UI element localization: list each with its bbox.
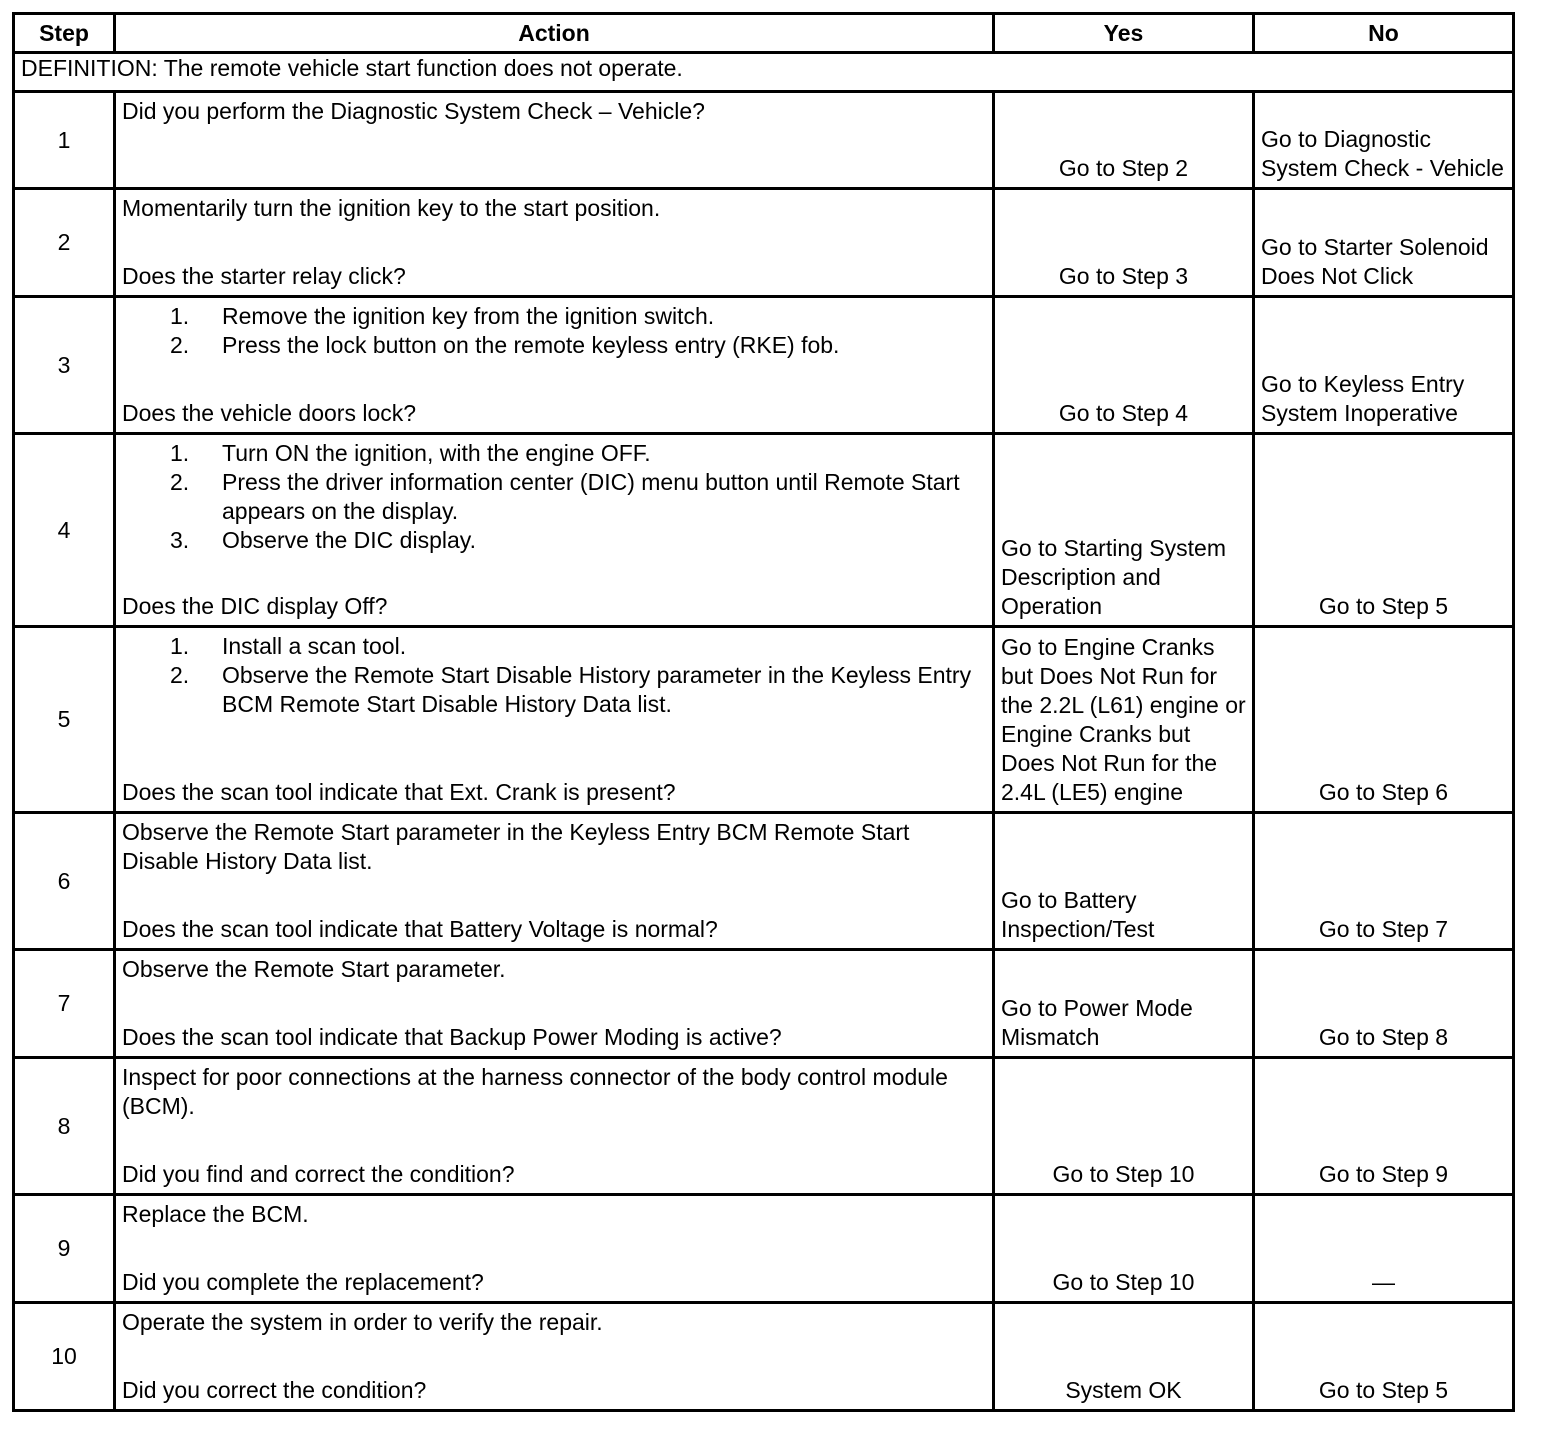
table-row	[14, 1195, 1514, 1303]
action-instruction: Observe the Remote Start parameter.	[122, 956, 506, 982]
action-cell	[115, 627, 994, 813]
substep-text: Press the lock button on the remote keyless entry (RKE) fob.	[222, 332, 840, 358]
substep-item	[122, 302, 986, 331]
substep-text: Remove the ignition key from the ignition switch.	[222, 303, 715, 329]
action-cell	[115, 1058, 994, 1195]
action-question: Did you complete the replacement?	[122, 1269, 484, 1295]
table-row	[14, 1058, 1514, 1195]
substep-item	[122, 661, 986, 719]
no-result: Go to Diagnostic System Check - Vehicle	[1254, 92, 1514, 189]
diagnostic-table	[12, 12, 1515, 1412]
action-cell	[115, 1195, 994, 1303]
no-result: —	[1254, 1195, 1514, 1303]
yes-result: Go to Power Mode Mismatch	[994, 950, 1254, 1058]
substep-item	[122, 439, 986, 468]
definition-row	[14, 53, 1514, 92]
substep-item	[122, 526, 986, 555]
substep-number: 2.	[170, 332, 190, 358]
substep-number: 1.	[170, 440, 190, 466]
action-cell	[115, 813, 994, 950]
header-action: Action	[115, 14, 994, 53]
header-no: No	[1254, 14, 1514, 53]
substep-number: 2.	[170, 469, 190, 495]
step-number: 2	[14, 189, 115, 297]
substep-list	[122, 632, 986, 719]
action-instruction: Replace the BCM.	[122, 1201, 309, 1227]
substep-list	[122, 439, 986, 555]
yes-result: Go to Step 10	[994, 1195, 1254, 1303]
action-instruction: Inspect for poor connections at the harness connector of the body control module (BCM).	[122, 1064, 948, 1119]
step-number: 6	[14, 813, 115, 950]
action-instruction: Momentarily turn the ignition key to the start position.	[122, 195, 661, 221]
no-result: Go to Step 9	[1254, 1058, 1514, 1195]
no-result: Go to Starter Solenoid Does Not Click	[1254, 189, 1514, 297]
action-question: Does the scan tool indicate that Battery Voltage is normal?	[122, 916, 718, 942]
no-result: Go to Keyless Entry System Inoperative	[1254, 297, 1514, 434]
action-cell	[115, 189, 994, 297]
step-number: 8	[14, 1058, 115, 1195]
header-step: Step	[14, 14, 115, 53]
substep-text: Turn ON the ignition, with the engine OFF.	[222, 440, 651, 466]
yes-result: Go to Step 10	[994, 1058, 1254, 1195]
table-row	[14, 92, 1514, 189]
step-number: 1	[14, 92, 115, 189]
substep-text: Observe the DIC display.	[222, 527, 476, 553]
step-number: 10	[14, 1303, 115, 1411]
header-row	[14, 14, 1514, 53]
table-row	[14, 627, 1514, 813]
step-number: 5	[14, 627, 115, 813]
no-result: Go to Step 5	[1254, 1303, 1514, 1411]
table-row	[14, 434, 1514, 627]
definition-text: DEFINITION: The remote vehicle start function does not operate.	[14, 53, 1514, 92]
action-question: Does the scan tool indicate that Backup Power Moding is active?	[122, 1024, 782, 1050]
substep-number: 1.	[170, 633, 190, 659]
yes-result: System OK	[994, 1303, 1254, 1411]
substep-text: Press the driver information center (DIC) menu button until Remote Start appears on the display.	[222, 469, 960, 524]
action-question: Does the DIC display Off?	[122, 593, 388, 619]
no-result: Go to Step 8	[1254, 950, 1514, 1058]
header-yes: Yes	[994, 14, 1254, 53]
step-number: 4	[14, 434, 115, 627]
no-result: Go to Step 5	[1254, 434, 1514, 627]
action-question: Did you find and correct the condition?	[122, 1161, 515, 1187]
yes-result: Go to Step 4	[994, 297, 1254, 434]
substep-number: 1.	[170, 303, 190, 329]
step-number: 7	[14, 950, 115, 1058]
action-cell	[115, 92, 994, 189]
substep-number: 3.	[170, 527, 190, 553]
action-question: Does the starter relay click?	[122, 263, 406, 289]
table-row	[14, 297, 1514, 434]
substep-item	[122, 632, 986, 661]
no-result: Go to Step 6	[1254, 627, 1514, 813]
action-instruction: Observe the Remote Start parameter in the Keyless Entry BCM Remote Start Disable History Data list.	[122, 819, 910, 874]
action-question: Did you correct the condition?	[122, 1377, 427, 1403]
table-row	[14, 950, 1514, 1058]
action-cell	[115, 297, 994, 434]
action-cell	[115, 950, 994, 1058]
substep-text: Install a scan tool.	[222, 633, 407, 659]
table-row	[14, 813, 1514, 950]
yes-result: Go to Engine Cranks but Does Not Run for the 2.2L (L61) engine or Engine Cranks but Does Not Run for the 2.4L (LE5) engine	[994, 627, 1254, 813]
substep-item	[122, 331, 986, 360]
action-cell	[115, 1303, 994, 1411]
substep-item	[122, 468, 986, 526]
substep-number: 2.	[170, 662, 190, 688]
yes-result: Go to Step 2	[994, 92, 1254, 189]
step-number: 3	[14, 297, 115, 434]
action-instruction: Did you perform the Diagnostic System Check – Vehicle?	[122, 98, 705, 124]
action-instruction: Operate the system in order to verify the repair.	[122, 1309, 603, 1335]
action-question: Does the scan tool indicate that Ext. Crank is present?	[122, 779, 676, 805]
action-question: Does the vehicle doors lock?	[122, 400, 417, 426]
substep-list	[122, 302, 986, 360]
step-number: 9	[14, 1195, 115, 1303]
substep-text: Observe the Remote Start Disable History parameter in the Keyless Entry BCM Remote Start Disable History Data list.	[222, 662, 972, 717]
yes-result: Go to Starting System Description and Operation	[994, 434, 1254, 627]
action-cell	[115, 434, 994, 627]
table-row	[14, 1303, 1514, 1411]
yes-result: Go to Battery Inspection/Test	[994, 813, 1254, 950]
no-result: Go to Step 7	[1254, 813, 1514, 950]
table-row	[14, 189, 1514, 297]
yes-result: Go to Step 3	[994, 189, 1254, 297]
